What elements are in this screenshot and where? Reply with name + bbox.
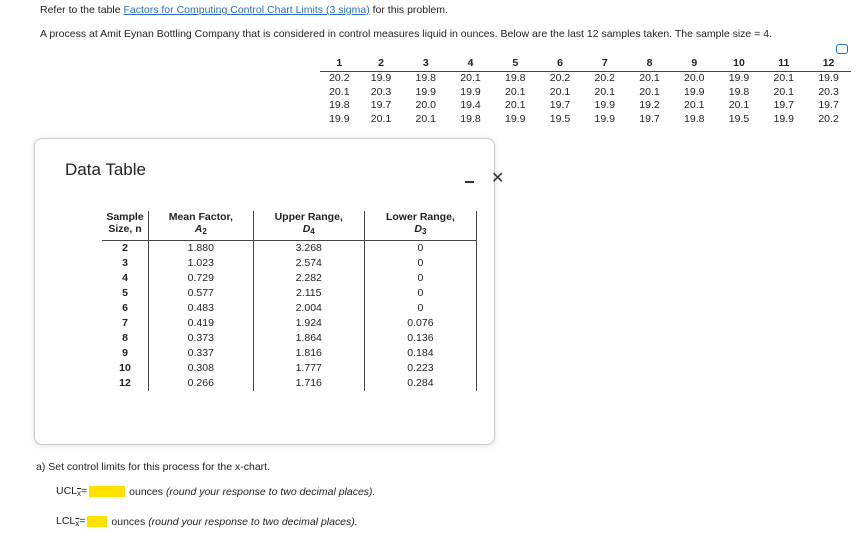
sample-col-header: 6 bbox=[538, 57, 583, 72]
ucl-row: $UCL_{\overline{x}}=$ ounces (round your response to two decimal places). bbox=[56, 485, 376, 498]
sample-cell: 20.3 bbox=[370, 85, 392, 98]
factor-cell-a: 0.266 bbox=[149, 376, 254, 391]
header-sample-size: Sample Size, n bbox=[102, 211, 149, 241]
header-upper-range: Upper Range, $D_4$ bbox=[253, 211, 364, 241]
factor-cell-l: 0.284 bbox=[364, 376, 476, 391]
factor-cell-u: 1.716 bbox=[253, 376, 364, 391]
factor-cell-l: 0.076 bbox=[364, 316, 476, 331]
sample-col-header: 5 bbox=[493, 57, 538, 72]
ucl-label: $UCL_{\overline{x}}=$ bbox=[56, 485, 88, 498]
factor-cell-u: 1.924 bbox=[253, 316, 364, 331]
header-lower-range: Lower Range, $D_3$ bbox=[364, 211, 476, 241]
sample-cell: 19.4 bbox=[460, 99, 481, 111]
factor-cell-a: 0.729 bbox=[149, 271, 254, 286]
factor-cell-l: 0 bbox=[364, 301, 476, 316]
ucl-input[interactable] bbox=[89, 486, 125, 497]
sample-cell: 19.8 bbox=[684, 112, 705, 125]
factor-cell-n: 7 bbox=[102, 316, 149, 331]
factor-cell-n: 9 bbox=[102, 346, 149, 361]
factor-cell-u: 2.004 bbox=[253, 301, 364, 316]
factor-row bbox=[102, 331, 477, 346]
sample-cell: 20.1 bbox=[549, 85, 571, 98]
factor-row bbox=[102, 286, 477, 301]
sample-cell: 20.2 bbox=[818, 112, 839, 125]
sample-cell: 20.1 bbox=[370, 112, 392, 125]
question-part-a: a) Set control limits for this process for the x-chart. bbox=[36, 461, 270, 473]
factor-cell-n: 10 bbox=[102, 361, 149, 376]
sample-cell: 19.8 bbox=[415, 72, 436, 84]
factor-cell-a: 1.023 bbox=[149, 256, 254, 271]
sample-cell: 20.2 bbox=[329, 72, 350, 84]
sample-cell: 19.2 bbox=[639, 99, 660, 111]
sample-cell: 20.1 bbox=[460, 72, 481, 84]
factor-cell-u: 1.816 bbox=[253, 346, 364, 361]
factors-table bbox=[102, 211, 477, 391]
factor-cell-n: 8 bbox=[102, 331, 149, 346]
factor-cell-u: 3.268 bbox=[253, 241, 364, 257]
sample-cell: 20.0 bbox=[415, 99, 436, 111]
sample-cell: 20.2 bbox=[594, 72, 615, 84]
factor-cell-n: 2 bbox=[102, 241, 149, 257]
sample-col-header: 2 bbox=[359, 57, 404, 72]
sample-cell: 19.8 bbox=[505, 72, 526, 84]
sample-cell: 19.8 bbox=[329, 99, 350, 111]
popup-title: Data Table bbox=[65, 160, 146, 179]
sample-cell: 19.8 bbox=[728, 85, 750, 98]
factor-cell-n: 4 bbox=[102, 271, 149, 286]
factor-cell-n: 3 bbox=[102, 256, 149, 271]
sample-cell: 19.9 bbox=[460, 85, 481, 98]
factor-cell-a: 0.577 bbox=[149, 286, 254, 301]
factor-cell-a: 0.308 bbox=[149, 361, 254, 376]
factor-cell-a: 1.880 bbox=[149, 241, 254, 257]
minimize-icon[interactable] bbox=[465, 181, 474, 183]
sample-cell: 19.9 bbox=[728, 72, 750, 84]
sample-cell: 19.9 bbox=[505, 112, 526, 125]
sample-cell: 19.7 bbox=[549, 99, 571, 111]
factor-row bbox=[102, 361, 477, 376]
sample-cell: 19.7 bbox=[818, 99, 839, 111]
sample-col-header: 7 bbox=[582, 57, 627, 72]
factor-cell-u: 2.115 bbox=[253, 286, 364, 301]
sample-col-header: 12 bbox=[806, 57, 851, 72]
sample-cell: 20.1 bbox=[415, 112, 436, 125]
factor-cell-l: 0 bbox=[364, 286, 476, 301]
sample-col-header: 4 bbox=[448, 57, 493, 72]
sample-cell: 19.5 bbox=[549, 112, 571, 125]
sample-cell: 19.7 bbox=[639, 112, 660, 125]
factor-cell-l: 0 bbox=[364, 256, 476, 271]
sample-cell: 19.9 bbox=[594, 112, 615, 125]
factor-row bbox=[102, 316, 477, 331]
sample-cell: 19.9 bbox=[773, 112, 794, 125]
sample-cell: 19.9 bbox=[415, 85, 436, 98]
factor-cell-u: 2.282 bbox=[253, 271, 364, 286]
sample-col-header: 8 bbox=[627, 57, 672, 72]
sample-cell: 20.1 bbox=[773, 72, 794, 84]
sample-cell: 20.1 bbox=[728, 99, 750, 111]
sample-cell: 20.0 bbox=[684, 72, 705, 84]
sample-col-header: 1 bbox=[320, 57, 359, 72]
sample-cell: 20.1 bbox=[773, 85, 794, 98]
sample-col-header: 9 bbox=[672, 57, 717, 72]
close-icon[interactable]: ✕ bbox=[491, 170, 505, 187]
factor-cell-n: 6 bbox=[102, 301, 149, 316]
sample-col-header: 3 bbox=[403, 57, 448, 72]
factors-table-link[interactable]: Factors for Computing Control Chart Limits (3 sigma) bbox=[123, 4, 370, 16]
factor-cell-n: 5 bbox=[102, 286, 149, 301]
sample-cell: 19.8 bbox=[460, 112, 481, 125]
data-table-popup bbox=[34, 138, 495, 445]
sample-cell: 20.1 bbox=[684, 99, 705, 111]
factor-row bbox=[102, 271, 477, 286]
sample-cell: 19.7 bbox=[370, 99, 392, 111]
factor-cell-l: 0 bbox=[364, 271, 476, 286]
factor-cell-a: 0.483 bbox=[149, 301, 254, 316]
sample-cell: 19.9 bbox=[594, 99, 615, 111]
lcl-label: $LCL_{\overline{x}}=$ bbox=[56, 515, 86, 528]
sample-cell: 19.5 bbox=[728, 112, 750, 125]
sample-cell: 20.2 bbox=[549, 72, 571, 84]
factor-cell-a: 0.419 bbox=[149, 316, 254, 331]
sample-cell: 19.9 bbox=[818, 72, 839, 84]
lcl-row: $LCL_{\overline{x}}=$ ounces (round your response to two decimal places). bbox=[56, 515, 358, 528]
sample-cell: 20.1 bbox=[505, 99, 526, 111]
factor-cell-u: 1.864 bbox=[253, 331, 364, 346]
factor-cell-l: 0.136 bbox=[364, 331, 476, 346]
sample-cell: 20.1 bbox=[505, 85, 526, 98]
sample-cell: 20.1 bbox=[639, 72, 660, 84]
factor-cell-l: 0.223 bbox=[364, 361, 476, 376]
problem-intro: A process at Amit Eynan Bottling Company that is considered in control measures liquid in ounces. Below are the last 12 samples taken. The sample size = 4. bbox=[40, 28, 772, 40]
factor-cell-u: 2.574 bbox=[253, 256, 364, 271]
lcl-input[interactable] bbox=[87, 516, 107, 527]
sample-cell: 19.9 bbox=[370, 72, 392, 84]
sample-cell: 20.1 bbox=[594, 85, 615, 98]
factor-cell-l: 0.184 bbox=[364, 346, 476, 361]
sample-cell: 20.3 bbox=[818, 85, 839, 98]
factor-row bbox=[102, 376, 477, 391]
sample-cell: 19.7 bbox=[773, 99, 794, 111]
header-mean-factor: Mean Factor, $A_2$ bbox=[149, 211, 254, 241]
factor-cell-n: 12 bbox=[102, 376, 149, 391]
factor-cell-a: 0.373 bbox=[149, 331, 254, 346]
factor-cell-u: 1.777 bbox=[253, 361, 364, 376]
sample-col-header: 10 bbox=[717, 57, 762, 72]
clipboard-icon[interactable] bbox=[836, 44, 848, 54]
sample-cell: 20.1 bbox=[329, 85, 350, 98]
factor-row bbox=[102, 241, 477, 257]
sample-col-header: 11 bbox=[761, 57, 806, 72]
samples-table bbox=[320, 57, 851, 126]
factor-row bbox=[102, 301, 477, 316]
factor-cell-a: 0.337 bbox=[149, 346, 254, 361]
sample-cell: 20.1 bbox=[639, 85, 660, 98]
factor-row bbox=[102, 346, 477, 361]
sample-cell: 19.9 bbox=[684, 85, 705, 98]
sample-cell: 19.9 bbox=[329, 112, 350, 125]
factor-row bbox=[102, 256, 477, 271]
reference-line: Refer to the table Factors for Computing Control Chart Limits (3 sigma) for this problem. bbox=[40, 4, 448, 16]
factor-cell-l: 0 bbox=[364, 241, 476, 257]
